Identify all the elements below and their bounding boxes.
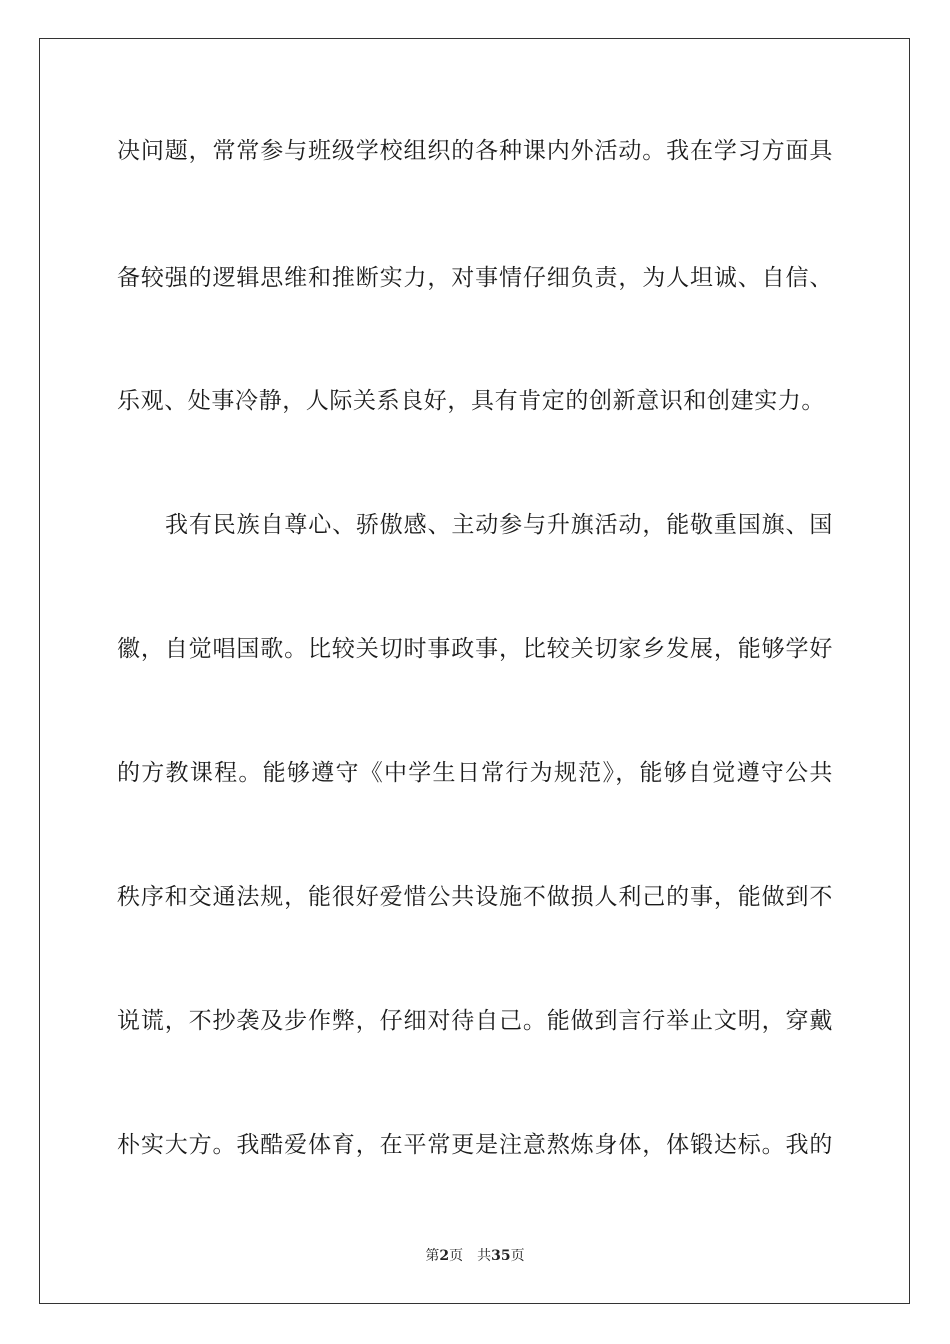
body-line-9: 朴实大方。我酷爱体育，在平常更是注意熬炼身体，体锻达标。我的	[117, 1132, 833, 1158]
total-prefix: 共	[477, 1248, 492, 1264]
total-suffix: 页	[510, 1248, 525, 1264]
body-line-3: 乐观、处事冷静，人际关系良好，具有肯定的创新意识和创建实力。	[117, 388, 825, 414]
page-number: 2	[439, 1248, 450, 1264]
page-suffix: 页	[449, 1248, 464, 1264]
body-line-8: 说谎，不抄袭及步作弊，仔细对待自己。能做到言行举止文明，穿戴	[117, 1008, 833, 1034]
body-line-6: 的方教课程。能够遵守《中学生日常行为规范》，能够自觉遵守公共	[117, 760, 833, 786]
body-line-2: 备较强的逻辑思维和推断实力，对事情仔细负责，为人坦诚、自信、	[117, 265, 833, 291]
page-footer	[0, 1247, 950, 1265]
total-pages: 35	[491, 1248, 511, 1264]
page-border	[39, 38, 910, 1304]
body-line-4: 我有民族自尊心、骄傲感、主动参与升旗活动，能敬重国旗、国	[165, 512, 833, 538]
body-line-5: 徽，自觉唱国歌。比较关切时事政事，比较关切家乡发展，能够学好	[117, 636, 833, 662]
page-prefix: 第	[425, 1248, 440, 1264]
body-line-1: 决问题，常常参与班级学校组织的各种课内外活动。我在学习方面具	[117, 138, 833, 164]
body-line-7: 秩序和交通法规，能很好爱惜公共设施不做损人利己的事，能做到不	[117, 884, 833, 910]
